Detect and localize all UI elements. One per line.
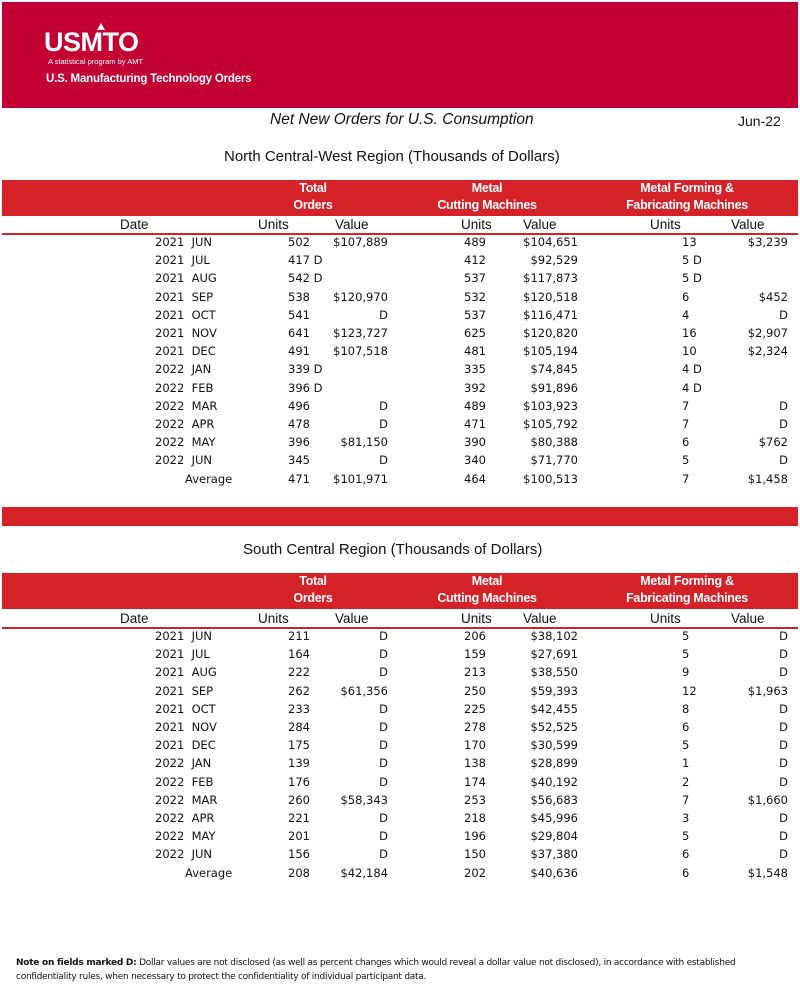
cell-total-value: $107,518 <box>333 344 388 359</box>
table-row <box>0 251 800 269</box>
cell-date: 2022 APR <box>155 417 215 431</box>
cell-total-units: 175 <box>288 738 310 753</box>
table-row <box>0 700 800 718</box>
group-line: Fabricating Machines <box>626 591 748 605</box>
cell-cut-units: 170 <box>464 738 486 753</box>
column-header-units: Units <box>650 217 681 232</box>
section-divider-band <box>2 507 798 526</box>
cell-cut-units: 532 <box>464 289 486 304</box>
cell-cut-value: $71,770 <box>530 453 578 468</box>
cell-form-units: 6 <box>682 847 690 862</box>
cell-date: 2021 SEP <box>155 289 214 304</box>
cell-total-value: D <box>379 647 388 662</box>
cell-total-units: 641 <box>288 326 310 340</box>
cell-cut-units: 390 <box>464 435 486 450</box>
cell-form-value: D <box>779 307 788 322</box>
column-header-value: Value <box>335 611 369 626</box>
cell-total-units: 233 <box>288 701 310 716</box>
report-title: Net New Orders for U.S. Consumption <box>270 111 534 128</box>
cell-form-value: D <box>779 629 788 643</box>
group-line: Fabricating Machines <box>626 198 748 212</box>
cell-form-units: 4 D <box>682 380 702 395</box>
cell-date: 2021 AUG <box>155 271 217 286</box>
table-row <box>0 269 800 287</box>
report-date: Jun-22 <box>738 113 781 129</box>
cell-cut-units: 537 <box>464 307 486 322</box>
cell-form-units: 8 <box>682 701 690 716</box>
cell-total-units: 417 D <box>288 253 323 268</box>
cell-form-units: 5 D <box>682 271 702 286</box>
cell-total-value: D <box>379 774 388 789</box>
cell-total-value: D <box>379 629 388 643</box>
cell-form-units: 6 <box>682 865 690 880</box>
table-header-band <box>2 180 798 216</box>
table-row <box>0 433 800 451</box>
column-header-value: Value <box>523 611 557 626</box>
cell-form-units: 12 <box>682 683 697 698</box>
table-row <box>0 306 800 324</box>
column-header-date: Date <box>120 217 149 232</box>
group-line: Metal Forming & <box>640 574 734 588</box>
cell-cut-value: $80,388 <box>530 435 578 450</box>
cell-cut-value: $120,820 <box>523 326 578 340</box>
cell-date: 2021 JUN <box>155 235 212 249</box>
group-line: Orders <box>293 198 333 212</box>
table-row <box>0 773 800 791</box>
table-row <box>0 809 800 827</box>
table-row <box>0 415 800 433</box>
group-line: Orders <box>293 591 333 605</box>
cell-cut-value: $74,845 <box>530 362 578 377</box>
cell-cut-value: $45,996 <box>530 811 578 825</box>
group-line: Total <box>299 574 327 588</box>
cell-cut-value: $105,792 <box>523 417 578 431</box>
cell-form-value: D <box>779 417 788 431</box>
cell-form-value: D <box>779 774 788 789</box>
column-group-metal-cutting <box>422 573 552 607</box>
table-row <box>0 645 800 663</box>
cell-total-units: 221 <box>288 811 310 825</box>
table-row <box>0 451 800 469</box>
footnote <box>16 957 786 984</box>
table-row <box>0 627 800 645</box>
cell-total-units: 471 <box>288 471 310 486</box>
cell-date: 2021 OCT <box>155 701 216 716</box>
cell-form-units: 16 <box>682 326 697 340</box>
cell-form-units: 5 D <box>682 253 702 268</box>
cell-total-units: 502 <box>288 235 310 249</box>
cell-date: 2022 MAR <box>155 398 218 413</box>
cell-total-units: 164 <box>288 647 310 662</box>
cell-cut-value: $56,683 <box>530 792 578 807</box>
cell-cut-units: 481 <box>464 344 486 359</box>
cell-total-units: 542 D <box>288 271 323 286</box>
cell-date: 2022 FEB <box>155 774 214 789</box>
cell-total-units: 176 <box>288 774 310 789</box>
column-header-units: Units <box>258 217 289 232</box>
cell-date: 2021 OCT <box>155 307 216 322</box>
cell-total-units: 222 <box>288 665 310 680</box>
banner-tagline: U.S. Manufacturing Technology Orders <box>46 73 252 85</box>
cell-date: 2021 NOV <box>155 326 217 340</box>
cell-cut-units: 138 <box>464 756 486 771</box>
cell-cut-units: 196 <box>464 829 486 844</box>
table-row <box>0 379 800 397</box>
cell-label: Average <box>185 471 233 486</box>
cell-date: 2021 NOV <box>155 720 217 734</box>
table-row <box>0 827 800 845</box>
cell-total-value: D <box>379 701 388 716</box>
footnote-text: Dollar values are not disclosed (as well as percent changes which would reveal a dollar value not disclosed), in accordance with established confidentiality rules, when necessary to protect the confidentiality of individual participant data. <box>16 958 736 982</box>
cell-form-units: 7 <box>682 471 690 486</box>
cell-total-units: 396 <box>288 435 310 450</box>
cell-cut-value: $103,923 <box>523 398 578 413</box>
column-header-date: Date <box>120 611 149 626</box>
cell-date: 2021 SEP <box>155 683 214 698</box>
cell-total-value: $58,343 <box>340 792 388 807</box>
table-row <box>0 845 800 863</box>
cell-form-units: 6 <box>682 720 690 734</box>
cell-total-units: 262 <box>288 683 310 698</box>
cell-cut-value: $116,471 <box>523 307 578 322</box>
cell-form-units: 7 <box>682 417 690 431</box>
table-row <box>0 736 800 754</box>
cell-total-value: $42,184 <box>340 865 388 880</box>
cell-date: 2021 JUL <box>155 253 210 268</box>
cell-cut-units: 159 <box>464 647 486 662</box>
cell-form-value: $2,907 <box>747 326 788 340</box>
group-line: Cutting Machines <box>437 198 537 212</box>
cell-cut-units: 174 <box>464 774 486 789</box>
cell-cut-units: 412 <box>464 253 486 268</box>
cell-form-value: $762 <box>758 435 788 450</box>
cell-total-units: 541 <box>288 307 310 322</box>
cell-date: 2022 JAN <box>155 362 212 377</box>
cell-cut-value: $40,192 <box>530 774 578 789</box>
cell-total-units: 201 <box>288 829 310 844</box>
column-header-units: Units <box>461 611 492 626</box>
cell-cut-value: $104,651 <box>523 235 578 249</box>
cell-cut-value: $100,513 <box>523 471 578 486</box>
table-row <box>0 682 800 700</box>
cell-total-units: 478 <box>288 417 310 431</box>
cell-cut-units: 471 <box>464 417 486 431</box>
average-row <box>0 864 800 882</box>
cell-form-units: 5 <box>682 453 690 468</box>
cell-total-value: D <box>379 829 388 844</box>
column-group-metal-cutting <box>422 180 552 214</box>
cell-form-value: $1,458 <box>747 471 788 486</box>
cell-cut-value: $120,518 <box>523 289 578 304</box>
cell-total-units: 345 <box>288 453 310 468</box>
column-header-value: Value <box>731 217 765 232</box>
table-row <box>0 754 800 772</box>
column-header-value: Value <box>335 217 369 232</box>
column-group-total-orders <box>272 180 354 214</box>
cell-form-units: 13 <box>682 235 697 249</box>
cell-total-value: $101,971 <box>333 471 388 486</box>
cell-total-value: D <box>379 398 388 413</box>
cell-form-value: D <box>779 398 788 413</box>
cell-cut-units: 489 <box>464 398 486 413</box>
group-line: Metal <box>471 574 503 588</box>
cell-form-units: 10 <box>682 344 697 359</box>
cell-total-value: $120,970 <box>333 289 388 304</box>
cell-cut-units: 225 <box>464 701 486 716</box>
cell-cut-units: 213 <box>464 665 486 680</box>
table-row <box>0 663 800 681</box>
logo-subtitle: A statistical program by AMT <box>48 57 144 66</box>
cell-total-value: D <box>379 417 388 431</box>
column-group-total-orders <box>272 573 354 607</box>
average-row <box>0 470 800 488</box>
cell-form-units: 2 <box>682 774 690 789</box>
table-row <box>0 791 800 809</box>
cell-form-value: D <box>779 756 788 771</box>
cell-cut-value: $27,691 <box>530 647 578 662</box>
cell-form-value: $2,324 <box>747 344 788 359</box>
column-header-units: Units <box>258 611 289 626</box>
cell-total-value: D <box>379 665 388 680</box>
cell-form-value: $1,963 <box>747 683 788 698</box>
cell-date: 2021 JUN <box>155 629 212 643</box>
cell-cut-value: $40,636 <box>530 865 578 880</box>
cell-total-value: $107,889 <box>333 235 388 249</box>
column-group-metal-forming <box>607 573 767 607</box>
table-row <box>0 342 800 360</box>
cell-form-value: D <box>779 847 788 862</box>
cell-total-value: $81,150 <box>340 435 388 450</box>
cell-form-units: 4 <box>682 307 690 322</box>
arrow-up-icon <box>97 23 105 30</box>
group-line: Total <box>299 181 327 195</box>
group-line: Metal <box>471 181 503 195</box>
column-header-units: Units <box>461 217 492 232</box>
cell-form-units: 5 <box>682 829 690 844</box>
cell-form-units: 7 <box>682 398 690 413</box>
cell-cut-value: $29,804 <box>530 829 578 844</box>
cell-date: 2021 DEC <box>155 738 216 753</box>
cell-total-units: 156 <box>288 847 310 862</box>
group-line: Cutting Machines <box>437 591 537 605</box>
cell-total-units: 496 <box>288 398 310 413</box>
cell-cut-units: 335 <box>464 362 486 377</box>
footnote-label: Note on fields marked D: <box>16 958 137 968</box>
cell-date: 2022 FEB <box>155 380 214 395</box>
cell-cut-value: $117,873 <box>523 271 578 286</box>
usmto-logo: USMTO <box>44 27 139 57</box>
cell-cut-value: $105,194 <box>523 344 578 359</box>
cell-date: 2021 AUG <box>155 665 217 680</box>
cell-form-value: D <box>779 829 788 844</box>
column-header-value: Value <box>731 611 765 626</box>
table-row <box>0 397 800 415</box>
cell-form-value: $1,660 <box>747 792 788 807</box>
cell-total-units: 396 D <box>288 380 323 395</box>
cell-cut-units: 206 <box>464 629 486 643</box>
cell-total-value: D <box>379 738 388 753</box>
table-row <box>0 360 800 378</box>
cell-form-units: 9 <box>682 665 690 680</box>
cell-form-value: D <box>779 811 788 825</box>
cell-form-units: 3 <box>682 811 690 825</box>
cell-total-units: 260 <box>288 792 310 807</box>
cell-cut-value: $37,380 <box>530 847 578 862</box>
cell-form-units: 7 <box>682 792 690 807</box>
cell-cut-value: $38,550 <box>530 665 578 680</box>
cell-form-value: D <box>779 647 788 662</box>
cell-form-value: D <box>779 720 788 734</box>
cell-cut-units: 253 <box>464 792 486 807</box>
cell-cut-value: $91,896 <box>530 380 578 395</box>
cell-form-value: D <box>779 453 788 468</box>
cell-cut-units: 340 <box>464 453 486 468</box>
cell-cut-units: 489 <box>464 235 486 249</box>
cell-total-value: $61,356 <box>340 683 388 698</box>
cell-cut-value: $30,599 <box>530 738 578 753</box>
cell-cut-value: $28,899 <box>530 756 578 771</box>
column-group-metal-forming <box>607 180 767 214</box>
cell-date: 2021 JUL <box>155 647 210 662</box>
cell-cut-value: $42,455 <box>530 701 578 716</box>
cell-form-value: D <box>779 701 788 716</box>
table-row <box>0 288 800 306</box>
cell-form-value: D <box>779 738 788 753</box>
cell-total-value: D <box>379 720 388 734</box>
header-banner <box>2 2 798 108</box>
cell-date: 2022 APR <box>155 811 215 825</box>
cell-date: 2022 JUN <box>155 847 212 862</box>
table-header-band <box>2 573 798 609</box>
table-row <box>0 324 800 342</box>
cell-date: 2022 MAY <box>155 829 216 844</box>
cell-date: 2022 MAY <box>155 435 216 450</box>
cell-date: 2021 DEC <box>155 344 216 359</box>
cell-cut-value: $52,525 <box>530 720 578 734</box>
cell-total-value: D <box>379 756 388 771</box>
column-header-units: Units <box>650 611 681 626</box>
cell-total-value: D <box>379 811 388 825</box>
cell-form-value: $3,239 <box>747 235 788 249</box>
cell-cut-units: 278 <box>464 720 486 734</box>
cell-date: 2022 JUN <box>155 453 212 468</box>
cell-total-value: D <box>379 453 388 468</box>
column-header-value: Value <box>523 217 557 232</box>
cell-cut-value: $38,102 <box>530 629 578 643</box>
cell-total-value: D <box>379 307 388 322</box>
cell-cut-value: $59,393 <box>530 683 578 698</box>
cell-cut-value: $92,529 <box>530 253 578 268</box>
cell-form-units: 5 <box>682 738 690 753</box>
cell-total-units: 284 <box>288 720 310 734</box>
cell-cut-units: 464 <box>464 471 486 486</box>
table-row <box>0 233 800 251</box>
cell-total-units: 491 <box>288 344 310 359</box>
cell-form-units: 1 <box>682 756 690 771</box>
cell-total-units: 208 <box>288 865 310 880</box>
cell-date: 2022 JAN <box>155 756 212 771</box>
cell-form-units: 6 <box>682 435 690 450</box>
cell-label: Average <box>185 865 233 880</box>
cell-form-units: 4 D <box>682 362 702 377</box>
cell-cut-units: 625 <box>464 326 486 340</box>
cell-total-units: 139 <box>288 756 310 771</box>
cell-total-value: D <box>379 847 388 862</box>
cell-cut-units: 218 <box>464 811 486 825</box>
cell-form-units: 6 <box>682 289 690 304</box>
cell-form-value: $452 <box>758 289 788 304</box>
cell-cut-units: 392 <box>464 380 486 395</box>
cell-form-value: D <box>779 665 788 680</box>
cell-cut-units: 250 <box>464 683 486 698</box>
cell-total-units: 211 <box>288 629 310 643</box>
cell-date: 2022 MAR <box>155 792 218 807</box>
cell-form-units: 5 <box>682 629 690 643</box>
cell-total-units: 339 D <box>288 362 323 377</box>
group-line: Metal Forming & <box>640 181 734 195</box>
cell-cut-units: 150 <box>464 847 486 862</box>
cell-form-value: $1,548 <box>747 865 788 880</box>
cell-form-units: 5 <box>682 647 690 662</box>
cell-cut-units: 202 <box>464 865 486 880</box>
region-title: North Central-West Region (Thousands of Dollars) <box>224 148 560 165</box>
table-row <box>0 718 800 736</box>
cell-total-units: 538 <box>288 289 310 304</box>
cell-cut-units: 537 <box>464 271 486 286</box>
cell-total-value: $123,727 <box>333 326 388 340</box>
region-title: South Central Region (Thousands of Dollars) <box>243 541 543 558</box>
